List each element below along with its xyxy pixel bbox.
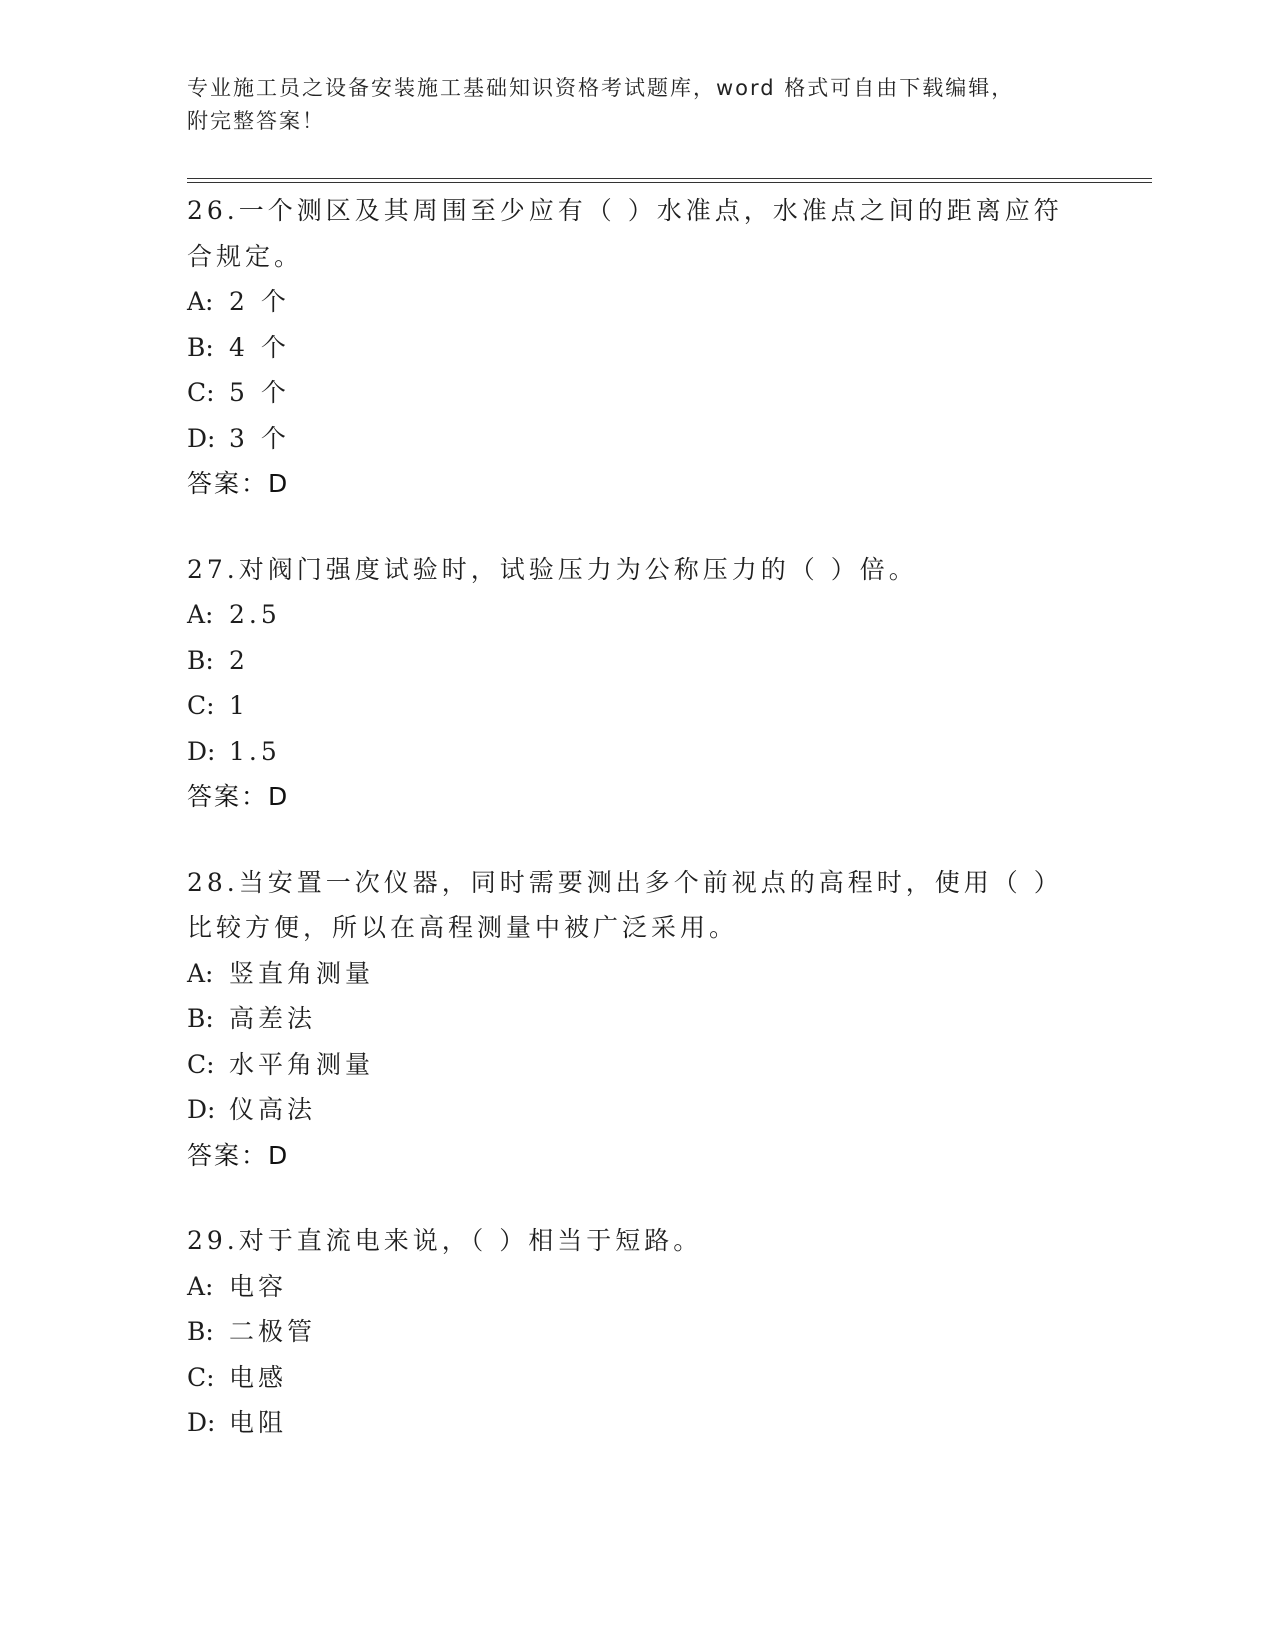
question-28 <box>187 860 1087 1179</box>
option-c <box>187 683 1087 729</box>
option-text: 电感 <box>229 1362 288 1392</box>
option-text: 5 个 <box>229 378 290 407</box>
header-divider-top <box>187 178 1152 179</box>
option-text: 1 <box>229 691 249 720</box>
question-stem <box>187 860 1087 951</box>
option-text: 电容 <box>229 1271 288 1301</box>
option-text: 2 个 <box>229 287 290 316</box>
option-prefix: A: <box>187 1271 214 1301</box>
option-b <box>187 638 1087 684</box>
question-29 <box>187 1218 1087 1446</box>
header-line-1: 专业施工员之设备安装施工基础知识资格考试题库，word 格式可自由下载编辑， <box>187 76 1015 100</box>
option-a <box>187 279 1087 325</box>
option-b <box>187 996 1087 1042</box>
option-c <box>187 1042 1087 1088</box>
stem-line: 27.对阀门强度试验时，试验压力为公称压力的（ ）倍。 <box>187 554 918 584</box>
stem-line: 合规定。 <box>187 241 304 271</box>
option-prefix: B: <box>187 332 214 362</box>
option-d <box>187 729 1087 775</box>
option-text: 2 <box>229 645 249 675</box>
option-prefix: D: <box>187 736 216 766</box>
option-prefix: B: <box>187 1317 214 1346</box>
option-a <box>187 1264 1087 1310</box>
stem-line: 28.当安置一次仪器，同时需要测出多个前视点的高程时，使用（ ） <box>187 867 1063 897</box>
option-text: 4 个 <box>229 332 290 362</box>
option-prefix: D: <box>187 1095 216 1124</box>
answer-line: 答案：D <box>187 469 290 498</box>
option-c <box>187 1355 1087 1401</box>
option-prefix: D: <box>187 423 216 453</box>
stem-line: 比较方便，所以在高程测量中被广泛采用。 <box>187 913 739 942</box>
option-prefix: B: <box>187 645 214 675</box>
option-text: 电阻 <box>229 1408 288 1437</box>
question-list <box>187 188 1087 1486</box>
document-header <box>187 72 1087 138</box>
stem-line: 29.对于直流电来说，（ ）相当于短路。 <box>187 1226 703 1255</box>
option-text: 3 个 <box>229 423 290 453</box>
question-26 <box>187 188 1087 507</box>
option-prefix: D: <box>187 1408 216 1437</box>
answer-line: 答案：D <box>187 782 290 811</box>
option-c <box>187 370 1087 416</box>
option-text: 二极管 <box>229 1317 317 1346</box>
option-a <box>187 951 1087 997</box>
option-a <box>187 592 1087 638</box>
option-d <box>187 416 1087 462</box>
option-text: 1.5 <box>229 736 281 766</box>
option-d <box>187 1087 1087 1133</box>
option-text: 仪高法 <box>229 1095 317 1124</box>
option-d <box>187 1400 1087 1446</box>
option-prefix: A: <box>187 600 214 629</box>
option-b <box>187 325 1087 371</box>
option-prefix: C: <box>187 691 215 720</box>
stem-line: 26.一个测区及其周围至少应有（ ）水准点，水准点之间的距离应符 <box>187 196 1063 225</box>
option-text: 2.5 <box>229 600 281 629</box>
header-divider-bottom <box>187 182 1152 183</box>
question-stem <box>187 1218 1087 1264</box>
option-prefix: C: <box>187 1049 215 1079</box>
option-prefix: A: <box>187 287 214 316</box>
option-text: 高差法 <box>229 1004 317 1033</box>
question-27 <box>187 547 1087 820</box>
option-text: 水平角测量 <box>229 1049 375 1079</box>
option-text: 竖直角测量 <box>229 958 375 988</box>
option-prefix: A: <box>187 958 214 988</box>
question-stem <box>187 188 1087 279</box>
header-line-2: 附完整答案！ <box>187 109 325 133</box>
option-prefix: C: <box>187 1362 215 1392</box>
option-prefix: C: <box>187 378 215 407</box>
answer-line: 答案：D <box>187 1140 290 1170</box>
question-stem <box>187 547 1087 593</box>
option-prefix: B: <box>187 1004 214 1033</box>
option-b <box>187 1309 1087 1355</box>
